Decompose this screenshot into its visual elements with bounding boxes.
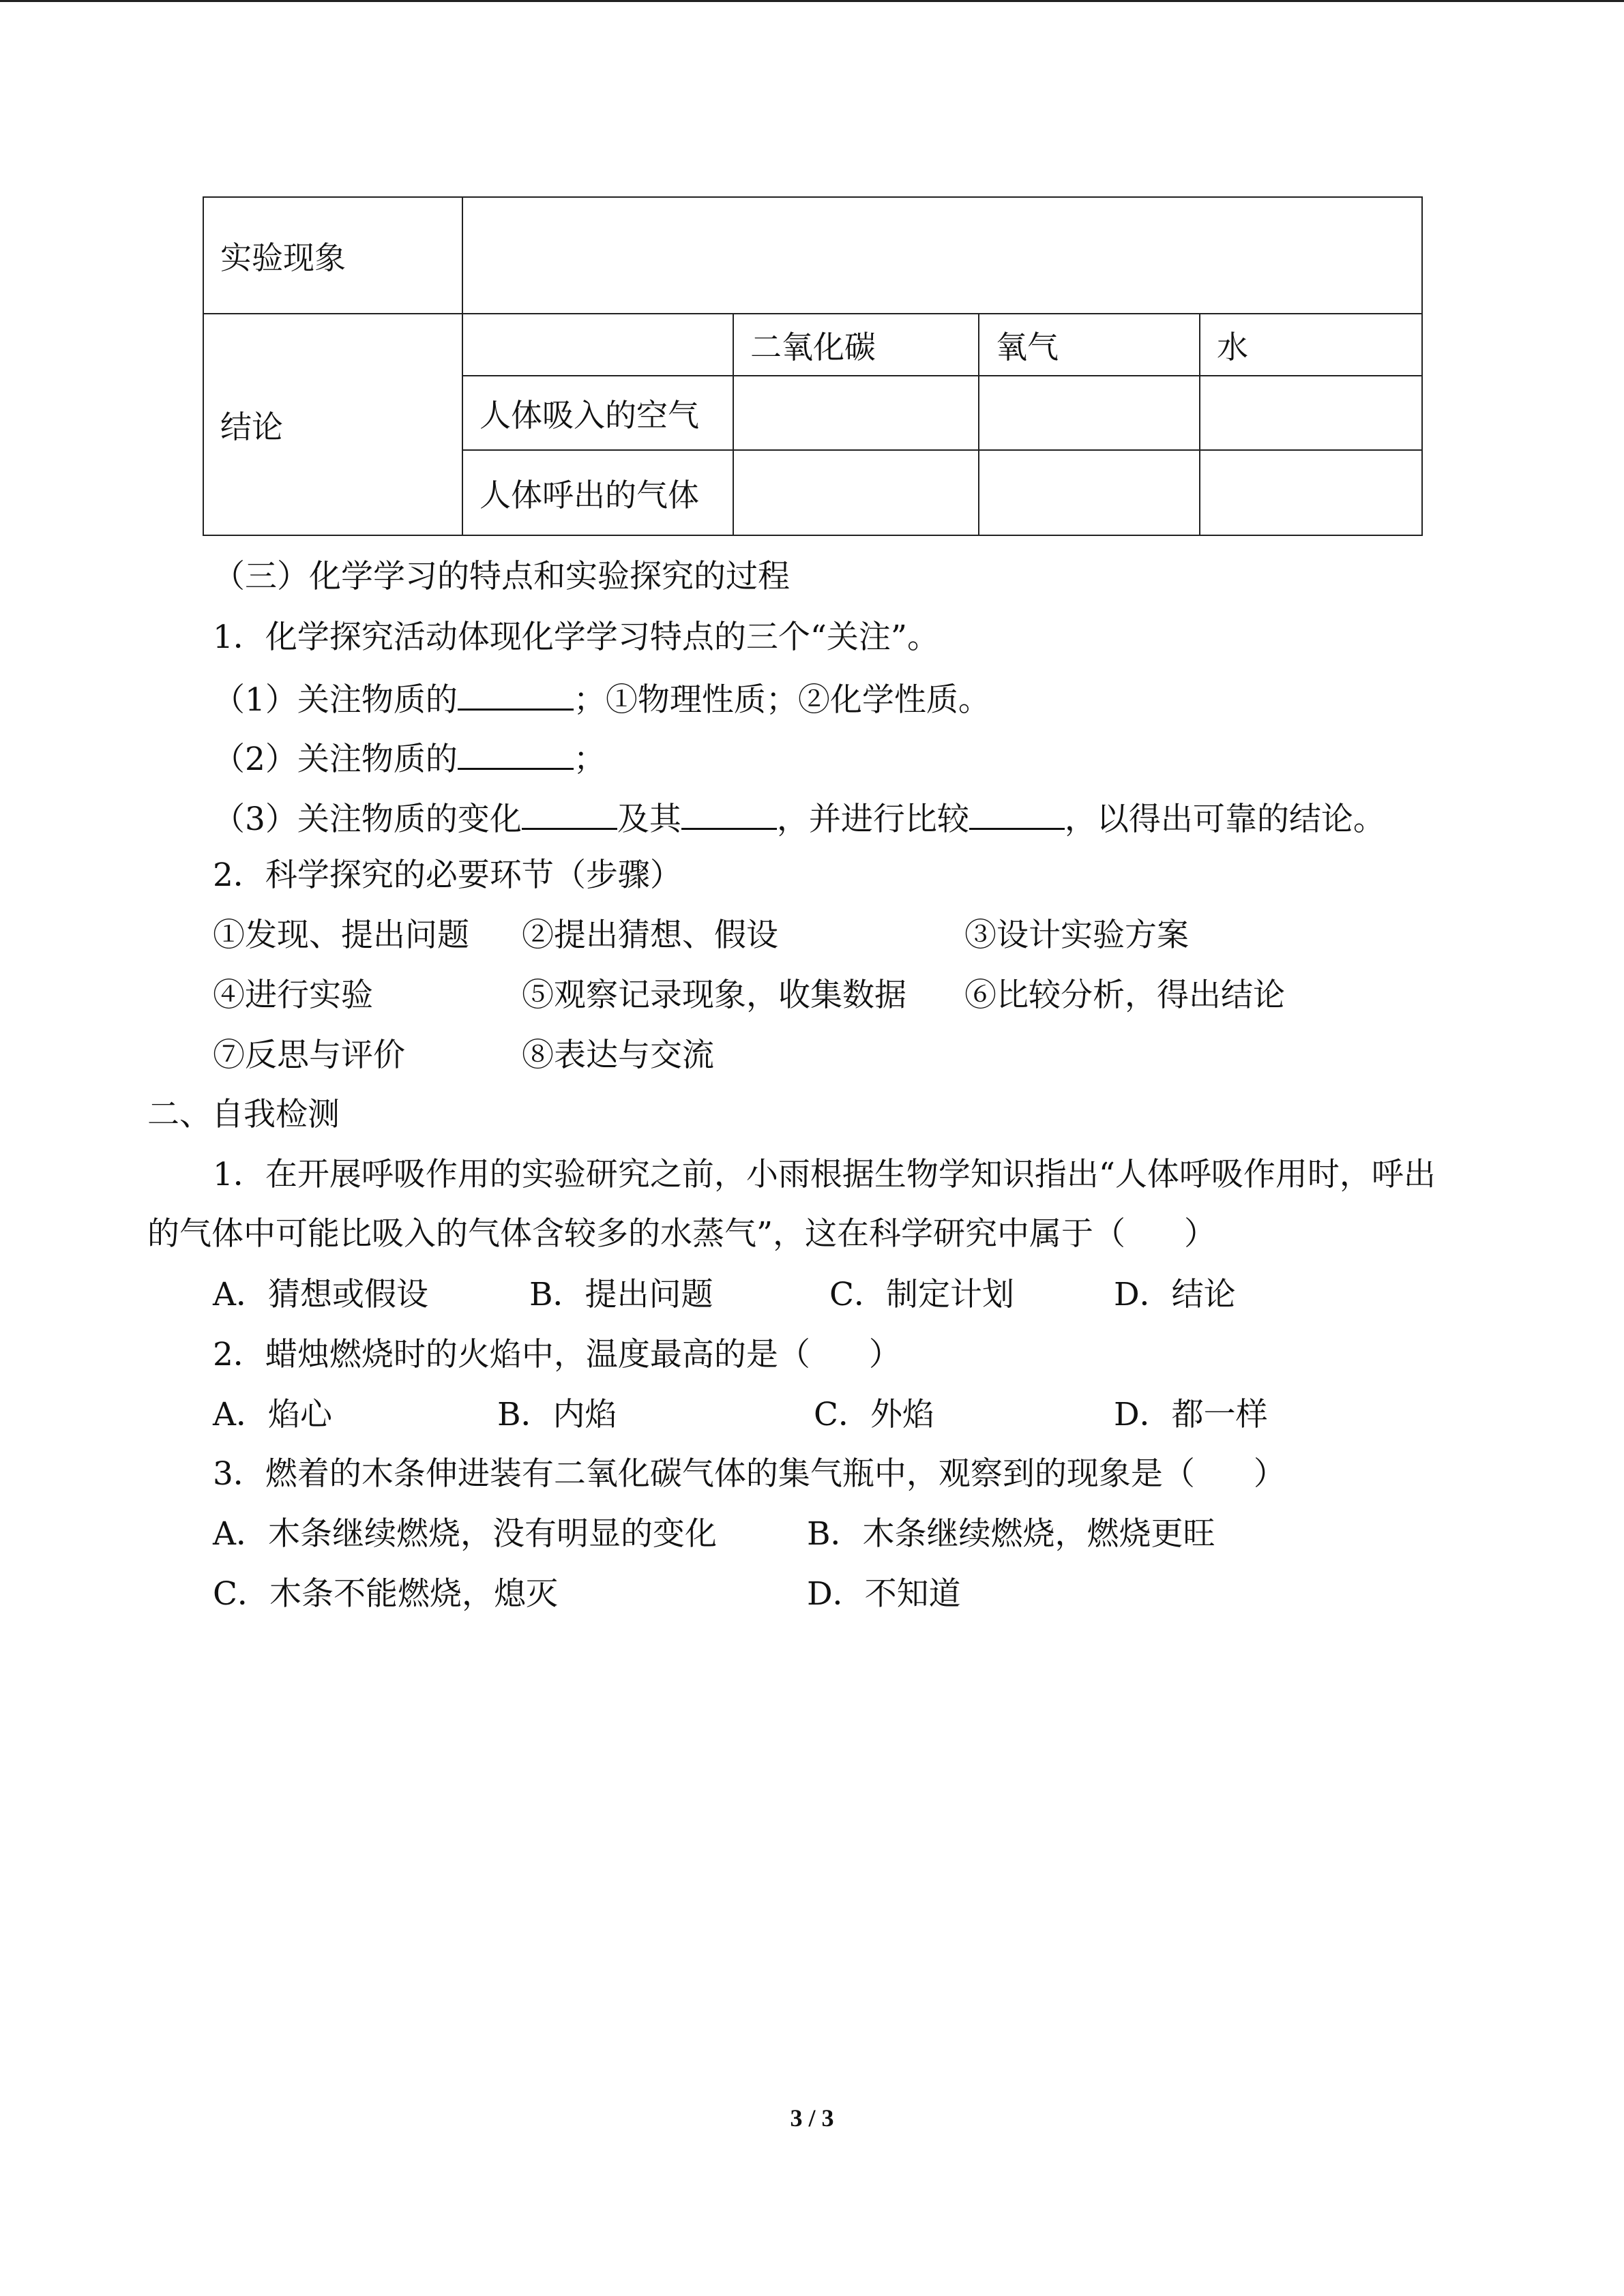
table-cell [733,376,979,450]
q1-option-d: D．结论 [1114,1276,1236,1313]
q1-option-c: C．制定计划 [829,1276,1014,1313]
q2-option-c: C．外焰 [814,1396,934,1433]
header-o2: 氧气 [979,314,1200,376]
blank-line [969,796,1065,830]
q2-option-b: B．内焰 [497,1396,617,1433]
page-number: 3 / 3 [790,2104,834,2132]
q2-option-a: A．焰心 [213,1396,332,1433]
table-cell [1200,376,1422,450]
step-8: ⑧表达与交流 [522,1037,714,1074]
q2: 2．蜡烛燃烧时的火焰中，温度最高的是（ ） [213,1336,901,1373]
q3-option-d: D．不知道 [807,1575,961,1613]
blank-line [522,796,617,830]
step-1: ①发现、提出问题 [213,916,469,954]
header-water: 水 [1200,314,1422,376]
table-cell [1200,450,1422,535]
step-7: ⑦反思与评价 [213,1037,405,1074]
q2-option-d: D．都一样 [1114,1396,1268,1433]
section3-sub3: （3）关注物质的变化 及其 ，并进行比较 ，以得出可靠的结论。 [213,796,1385,840]
blank-line [458,677,574,711]
row-exhaled-gas: 人体呼出的气体 [462,450,733,535]
q1-option-a: A．猜想或假设 [213,1276,428,1313]
section3-item2: 2．科学探究的必要环节（步骤） [213,856,682,894]
q1-line1: 1．在开展呼吸作用的实验研究之前，小雨根据生物学知识指出“人体呼吸作用时，呼出 [213,1156,1436,1193]
step-4: ④进行实验 [213,976,373,1014]
blank-line [458,736,574,770]
section3-item1: 1．化学探究活动体现化学学习特点的三个“关注”。 [213,618,939,656]
q3: 3．燃着的木条伸进装有二氧化碳气体的集气瓶中，观察到的现象是（ ） [213,1455,1286,1493]
step-3: ③设计实验方案 [964,916,1189,954]
q3-option-b: B．木条继续燃烧，燃烧更旺 [807,1515,1215,1553]
table-cell [979,450,1200,535]
section3-sub2: （2）关注物质的 ； [213,736,606,780]
table-cell [979,376,1200,450]
q3-option-a: A．木条继续燃烧，没有明显的变化 [213,1515,717,1553]
header-empty-cell [462,314,733,376]
table-cell [733,450,979,535]
phenomenon-cell [462,197,1422,314]
blank-line [681,796,777,830]
section3-sub1: （1）关注物质的 ；①物理性质；②化学性质。 [213,677,990,721]
row-inhaled-air: 人体吸入的空气 [462,376,733,450]
experiment-table [203,196,1423,536]
q3-option-c: C．木条不能燃烧，熄灭 [213,1575,558,1613]
header-co2: 二氧化碳 [733,314,979,376]
step-6: ⑥比较分析，得出结论 [964,976,1285,1014]
phenomenon-label: 实验现象 [203,197,462,314]
top-border [0,0,1624,2]
section3-title: （三）化学学习的特点和实验探究的过程 [213,558,790,595]
q1-line2: 的气体中可能比吸入的气体含较多的水蒸气”，这在科学研究中属于（ ） [147,1215,1217,1253]
self-test-title: 二、自我检测 [147,1096,340,1133]
q1-option-b: B．提出问题 [529,1276,713,1313]
step-5: ⑤观察记录现象，收集数据 [522,976,906,1014]
step-2: ②提出猜想、假设 [522,916,778,954]
conclusion-label: 结论 [203,314,462,535]
